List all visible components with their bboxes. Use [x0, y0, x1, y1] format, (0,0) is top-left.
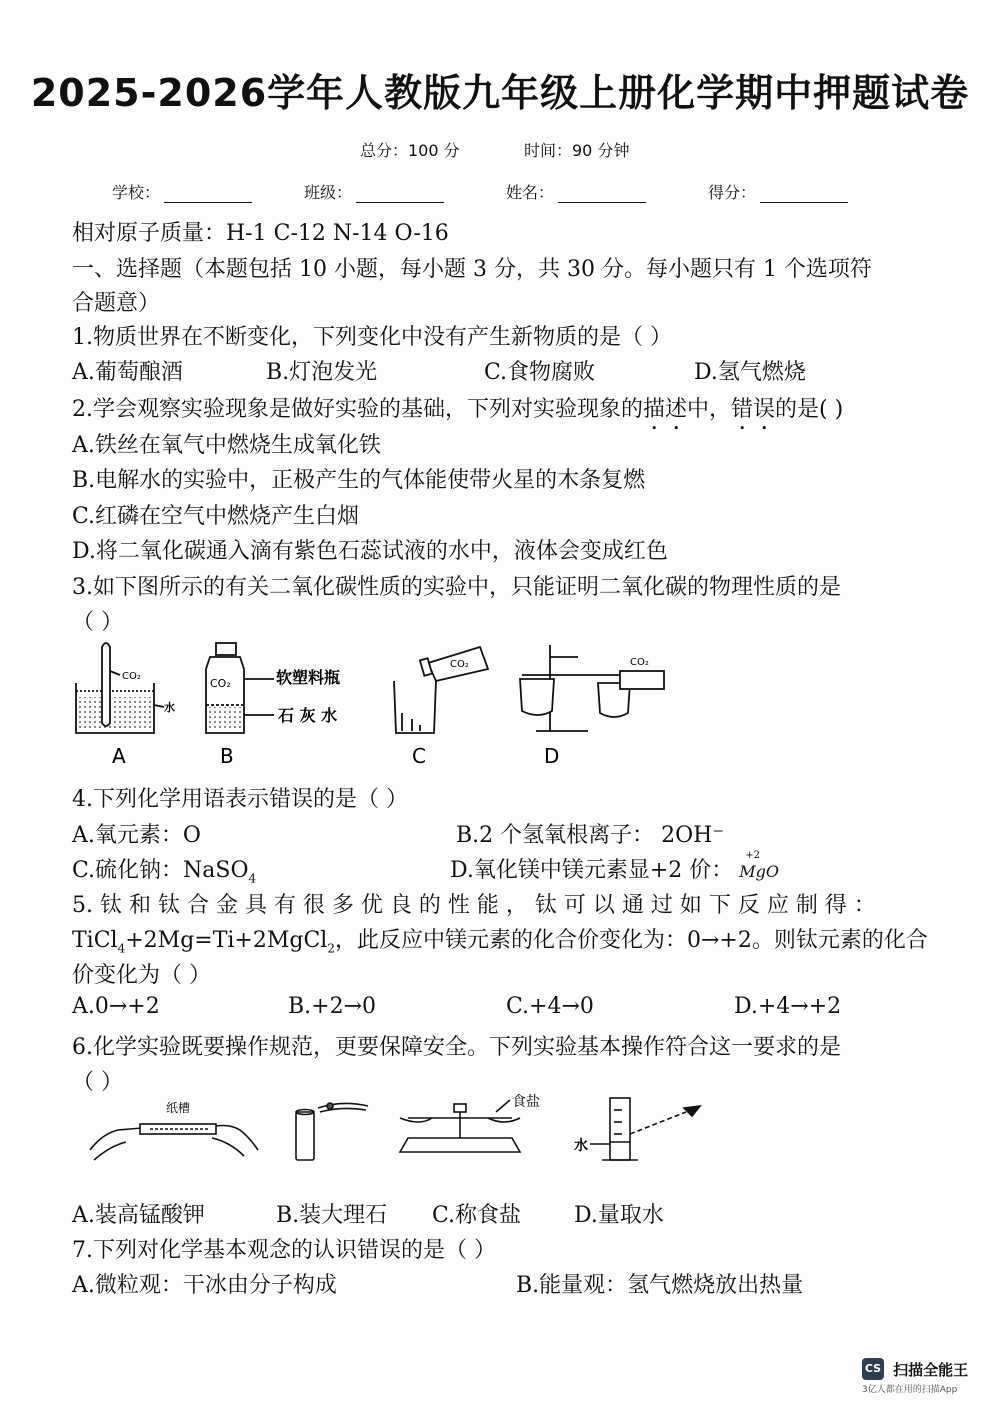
q1-option-a[interactable]: A.葡萄酿酒	[72, 360, 183, 385]
school-label: 学校：	[112, 183, 161, 202]
q1-option-c[interactable]: C.食物腐败	[484, 360, 596, 385]
q3-fig-c[interactable]	[394, 647, 488, 733]
scanner-app-name: 扫描全能王	[893, 1360, 969, 1379]
scanner-tagline: 3亿人都在用的扫描App	[862, 1385, 958, 1395]
q6-fig-a[interactable]	[90, 1124, 258, 1160]
score-blank[interactable]	[760, 184, 848, 203]
q4-option-c[interactable]	[72, 853, 256, 885]
name-field[interactable]	[506, 180, 646, 203]
class-label: 班级：	[304, 183, 353, 202]
q6-fig-a-paper: 纸槽	[166, 1101, 191, 1115]
q6-stem: 6.化学实验既要操作规范，更要保障安全。下列实验基本操作符合这一要求的是	[72, 1035, 841, 1060]
q4-option-d[interactable]	[450, 850, 780, 884]
total-score: 总分：100 分	[360, 141, 460, 160]
q3-label-c: C	[412, 744, 426, 768]
q2-stem-pre: 2.学会观察实验现象是做好实验的基础，下列对实验现象的	[72, 397, 643, 422]
q5-eq-b-sub: 2	[327, 941, 335, 956]
q6-fig-c-salt: 食盐	[512, 1094, 540, 1110]
q2-stem-emph1: 描述	[643, 397, 688, 422]
name-label: 姓名：	[506, 183, 555, 202]
q3-label-d: D	[544, 744, 560, 768]
q5-option-c[interactable]: C.+4→0	[506, 994, 594, 1019]
q7-option-b[interactable]: B.能量观：氢气燃烧放出热量	[516, 1273, 804, 1298]
q7-stem: 7.下列对化学基本观念的认识错误的是（ ）	[72, 1238, 496, 1263]
q5-line1: 5. 钛 和 钛 合 金 具 有 很 多 优 良 的 性 能 ， 钛 可 以 通 过 如 下 反 应 制 得 ：	[72, 893, 876, 918]
q5-eq-a: TiCl	[72, 928, 118, 953]
q6-figure	[80, 1090, 720, 1170]
q5-eq-a-sub: 4	[117, 941, 126, 956]
q3-figure	[68, 635, 688, 770]
school-blank[interactable]	[164, 184, 252, 203]
q3-label-a: A	[112, 744, 126, 768]
q6-paren: （ ）	[72, 1070, 123, 1095]
scanner-watermark	[862, 1358, 968, 1395]
q3-fig-a[interactable]	[76, 643, 164, 733]
atomic-mass: 相对原子质量：H-1 C-12 N-14 O-16	[72, 221, 449, 246]
school-field[interactable]	[112, 180, 252, 203]
q5-eq-post: ，此反应中镁元素的化合价变化为：0→+2。则钛元素的化合	[334, 928, 928, 953]
q2-stem-emph2: 错误	[731, 397, 776, 422]
class-blank[interactable]	[356, 184, 444, 203]
section-header-line1: 一、选择题（本题包括 10 小题，每小题 3 分，共 30 分。每小题只有 1 个选项符	[72, 257, 872, 282]
q2-option-d[interactable]: D.将二氧化碳通入滴有紫色石蕊试液的水中，液体会变成红色	[72, 539, 668, 564]
score-label: 得分：	[708, 183, 757, 202]
q4-option-c-text: C.硫化钠：NaSO	[72, 858, 249, 883]
q4-option-b[interactable]: B.2 个氢氧根离子： 2OH⁻	[456, 823, 724, 848]
cs-logo-icon: CS	[862, 1358, 884, 1380]
q4-option-d-charge: +2	[745, 850, 761, 861]
q4-stem: 4.下列化学用语表示错误的是（ ）	[72, 787, 408, 812]
q6-fig-b[interactable]	[296, 1103, 368, 1160]
q2-option-b[interactable]: B.电解水的实验中，正极产生的气体能使带火星的木条复燃	[72, 468, 646, 493]
q4-option-c-sub: 4	[248, 871, 257, 886]
q4-option-d-text: D.氧化镁中镁元素显+2 价：	[450, 858, 734, 883]
class-field[interactable]	[304, 180, 444, 203]
exam-title: 2025-2026学年人教版九年级上册化学期中押题试卷	[30, 71, 970, 115]
section-header-line2: 合题意）	[72, 291, 161, 316]
q4-option-a[interactable]: A.氧元素：O	[72, 823, 201, 848]
q3-fig-b-co2: CO₂	[210, 677, 231, 690]
q3-fig-d-co2: CO₂	[630, 657, 649, 668]
q4-option-d-formula: MgO	[739, 862, 780, 881]
q5-line3: 价变化为（ ）	[72, 963, 211, 988]
q6-option-b[interactable]: B.装大理石	[276, 1203, 388, 1228]
name-blank[interactable]	[558, 184, 646, 203]
q3-fig-b-soft-bottle: 软塑料瓶	[276, 668, 341, 687]
q6-fig-d[interactable]	[590, 1098, 700, 1160]
q3-label-b: B	[220, 744, 234, 768]
q5-equation-line	[72, 923, 928, 955]
exam-time: 时间：90 分钟	[524, 141, 630, 160]
score-field[interactable]	[708, 180, 848, 203]
q6-option-d[interactable]: D.量取水	[574, 1203, 664, 1228]
q3-stem: 3.如下图所示的有关二氧化碳性质的实验中，只能证明二氧化碳的物理性质的是	[72, 575, 841, 600]
q6-option-c[interactable]: C.称食盐	[432, 1203, 522, 1228]
q5-option-d[interactable]: D.+4→+2	[734, 994, 842, 1019]
q6-option-a[interactable]: A.装高锰酸钾	[72, 1203, 205, 1228]
q5-option-b[interactable]: B.+2→0	[288, 994, 377, 1019]
q6-fig-c[interactable]	[400, 1100, 520, 1152]
q5-option-a[interactable]: A.0→+2	[72, 994, 160, 1019]
q2-stem-mid: 中，	[687, 397, 732, 422]
q1-option-b[interactable]: B.灯泡发光	[266, 360, 378, 385]
q3-fig-c-co2: CO₂	[450, 659, 469, 670]
q3-paren: （ ）	[72, 610, 123, 635]
q3-fig-a-water: 水	[164, 701, 175, 714]
q2-stem-post: 的是( )	[775, 397, 844, 422]
q3-fig-a-co2: CO₂	[122, 671, 141, 682]
q1-option-d[interactable]: D.氢气燃烧	[694, 360, 806, 385]
q5-eq-b: +2Mg=Ti+2MgCl	[125, 928, 328, 953]
q7-option-a[interactable]: A.微粒观：干冰由分子构成	[72, 1273, 337, 1298]
q6-fig-d-water: 水	[574, 1138, 588, 1154]
q2-option-c[interactable]: C.红磷在空气中燃烧产生白烟	[72, 504, 360, 529]
q1-stem: 1.物质世界在不断变化，下列变化中没有产生新物质的是（ ）	[72, 325, 672, 350]
q2-option-a[interactable]: A.铁丝在氧气中燃烧生成氧化铁	[72, 433, 381, 458]
q3-fig-b-limewater: 石 灰 水	[278, 706, 338, 725]
